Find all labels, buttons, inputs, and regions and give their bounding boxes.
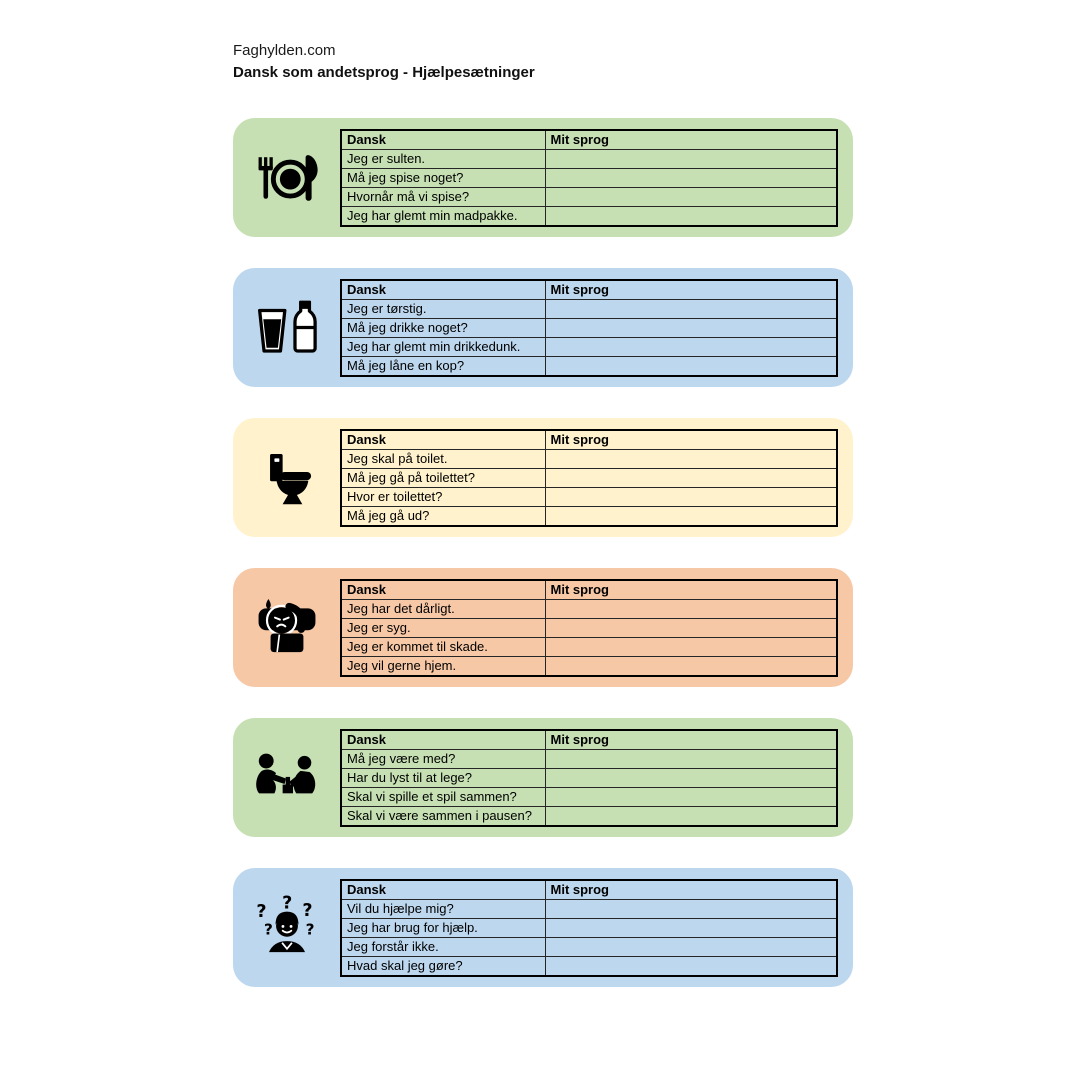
phrase-card-sick xyxy=(233,568,853,687)
dansk-phrase: Hvor er toilettet? xyxy=(341,487,545,506)
phrase-table xyxy=(340,729,838,827)
sick-person-icon xyxy=(233,593,340,663)
table-row xyxy=(341,787,837,806)
dansk-phrase: Må jeg spise noget? xyxy=(341,168,545,187)
table-header-row xyxy=(341,730,837,750)
table-row xyxy=(341,637,837,656)
page-title: Dansk som andetsprog - Hjælpesætninger xyxy=(233,64,535,82)
mit-sprog-answer-cell[interactable] xyxy=(545,599,837,618)
dansk-phrase: Må jeg gå på toilettet? xyxy=(341,468,545,487)
svg-text:?: ? xyxy=(255,901,267,922)
column-header-dansk: Dansk xyxy=(341,880,545,900)
table-header-row xyxy=(341,580,837,600)
column-header-dansk: Dansk xyxy=(341,580,545,600)
table-header-row xyxy=(341,130,837,150)
table-row xyxy=(341,168,837,187)
column-header-mit-sprog: Mit sprog xyxy=(545,430,837,450)
dansk-phrase: Jeg er kommet til skade. xyxy=(341,637,545,656)
dansk-phrase: Hvad skal jeg gøre? xyxy=(341,956,545,976)
phrase-table xyxy=(340,429,838,527)
mit-sprog-answer-cell[interactable] xyxy=(545,768,837,787)
mit-sprog-answer-cell[interactable] xyxy=(545,656,837,676)
table-row xyxy=(341,656,837,676)
table-row xyxy=(341,768,837,787)
mit-sprog-answer-cell[interactable] xyxy=(545,299,837,318)
mit-sprog-answer-cell[interactable] xyxy=(545,618,837,637)
dansk-phrase: Skal vi spille et spil sammen? xyxy=(341,787,545,806)
dansk-phrase: Vil du hjælpe mig? xyxy=(341,899,545,918)
mit-sprog-answer-cell[interactable] xyxy=(545,487,837,506)
table-row xyxy=(341,506,837,526)
toilet-icon xyxy=(233,443,340,513)
dansk-phrase: Jeg er sulten. xyxy=(341,149,545,168)
mit-sprog-answer-cell[interactable] xyxy=(545,337,837,356)
mit-sprog-answer-cell[interactable] xyxy=(545,206,837,226)
table-header-row xyxy=(341,880,837,900)
table-header-row xyxy=(341,280,837,300)
column-header-mit-sprog: Mit sprog xyxy=(545,880,837,900)
svg-text:?: ? xyxy=(281,892,292,913)
dansk-phrase: Må jeg være med? xyxy=(341,749,545,768)
mit-sprog-answer-cell[interactable] xyxy=(545,318,837,337)
site-name: Faghylden.com xyxy=(233,42,336,59)
table-row xyxy=(341,356,837,376)
phrase-card-food xyxy=(233,118,853,237)
table-row xyxy=(341,956,837,976)
mit-sprog-answer-cell[interactable] xyxy=(545,468,837,487)
phrase-card-toilet xyxy=(233,418,853,537)
phrase-table xyxy=(340,879,838,977)
phrase-table xyxy=(340,279,838,377)
table-row xyxy=(341,206,837,226)
drink-icon xyxy=(233,293,340,363)
dansk-phrase: Skal vi være sammen i pausen? xyxy=(341,806,545,826)
table-row xyxy=(341,299,837,318)
dansk-phrase: Jeg vil gerne hjem. xyxy=(341,656,545,676)
mit-sprog-answer-cell[interactable] xyxy=(545,637,837,656)
dansk-phrase: Jeg har brug for hjælp. xyxy=(341,918,545,937)
children-playing-icon xyxy=(233,743,340,813)
mit-sprog-answer-cell[interactable] xyxy=(545,806,837,826)
dansk-phrase: Må jeg drikke noget? xyxy=(341,318,545,337)
mit-sprog-answer-cell[interactable] xyxy=(545,937,837,956)
confused-person-icon xyxy=(233,893,340,963)
meal-icon xyxy=(233,143,340,213)
table-row xyxy=(341,937,837,956)
column-header-mit-sprog: Mit sprog xyxy=(545,580,837,600)
mit-sprog-answer-cell[interactable] xyxy=(545,749,837,768)
mit-sprog-answer-cell[interactable] xyxy=(545,506,837,526)
mit-sprog-answer-cell[interactable] xyxy=(545,187,837,206)
dansk-phrase: Jeg forstår ikke. xyxy=(341,937,545,956)
mit-sprog-answer-cell[interactable] xyxy=(545,449,837,468)
table-header-row xyxy=(341,430,837,450)
table-row xyxy=(341,618,837,637)
phrase-table xyxy=(340,579,838,677)
mit-sprog-answer-cell[interactable] xyxy=(545,899,837,918)
svg-text:?: ? xyxy=(305,920,314,939)
column-header-mit-sprog: Mit sprog xyxy=(545,130,837,150)
svg-text:?: ? xyxy=(263,920,273,939)
column-header-dansk: Dansk xyxy=(341,430,545,450)
table-row xyxy=(341,318,837,337)
column-header-mit-sprog: Mit sprog xyxy=(545,730,837,750)
dansk-phrase: Har du lyst til at lege? xyxy=(341,768,545,787)
table-row xyxy=(341,468,837,487)
table-row xyxy=(341,599,837,618)
page-header xyxy=(233,41,535,84)
dansk-phrase: Må jeg låne en kop? xyxy=(341,356,545,376)
phrase-table xyxy=(340,129,838,227)
column-header-dansk: Dansk xyxy=(341,730,545,750)
mit-sprog-answer-cell[interactable] xyxy=(545,956,837,976)
dansk-phrase: Jeg har glemt min madpakke. xyxy=(341,206,545,226)
table-row xyxy=(341,149,837,168)
table-row xyxy=(341,187,837,206)
column-header-mit-sprog: Mit sprog xyxy=(545,280,837,300)
dansk-phrase: Må jeg gå ud? xyxy=(341,506,545,526)
dansk-phrase: Hvornår må vi spise? xyxy=(341,187,545,206)
column-header-dansk: Dansk xyxy=(341,280,545,300)
dansk-phrase: Jeg har det dårligt. xyxy=(341,599,545,618)
dansk-phrase: Jeg er syg. xyxy=(341,618,545,637)
phrase-card-drink xyxy=(233,268,853,387)
dansk-phrase: Jeg skal på toilet. xyxy=(341,449,545,468)
svg-text:?: ? xyxy=(301,900,312,921)
mit-sprog-answer-cell[interactable] xyxy=(545,168,837,187)
dansk-phrase: Jeg er tørstig. xyxy=(341,299,545,318)
table-row xyxy=(341,899,837,918)
mit-sprog-answer-cell[interactable] xyxy=(545,918,837,937)
table-row xyxy=(341,918,837,937)
table-row xyxy=(341,487,837,506)
cards-container xyxy=(233,118,853,1018)
phrase-card-play xyxy=(233,718,853,837)
mit-sprog-answer-cell[interactable] xyxy=(545,149,837,168)
table-row xyxy=(341,449,837,468)
table-row xyxy=(341,749,837,768)
phrase-card-help xyxy=(233,868,853,987)
dansk-phrase: Jeg har glemt min drikkedunk. xyxy=(341,337,545,356)
table-row xyxy=(341,806,837,826)
table-row xyxy=(341,337,837,356)
mit-sprog-answer-cell[interactable] xyxy=(545,787,837,806)
mit-sprog-answer-cell[interactable] xyxy=(545,356,837,376)
column-header-dansk: Dansk xyxy=(341,130,545,150)
